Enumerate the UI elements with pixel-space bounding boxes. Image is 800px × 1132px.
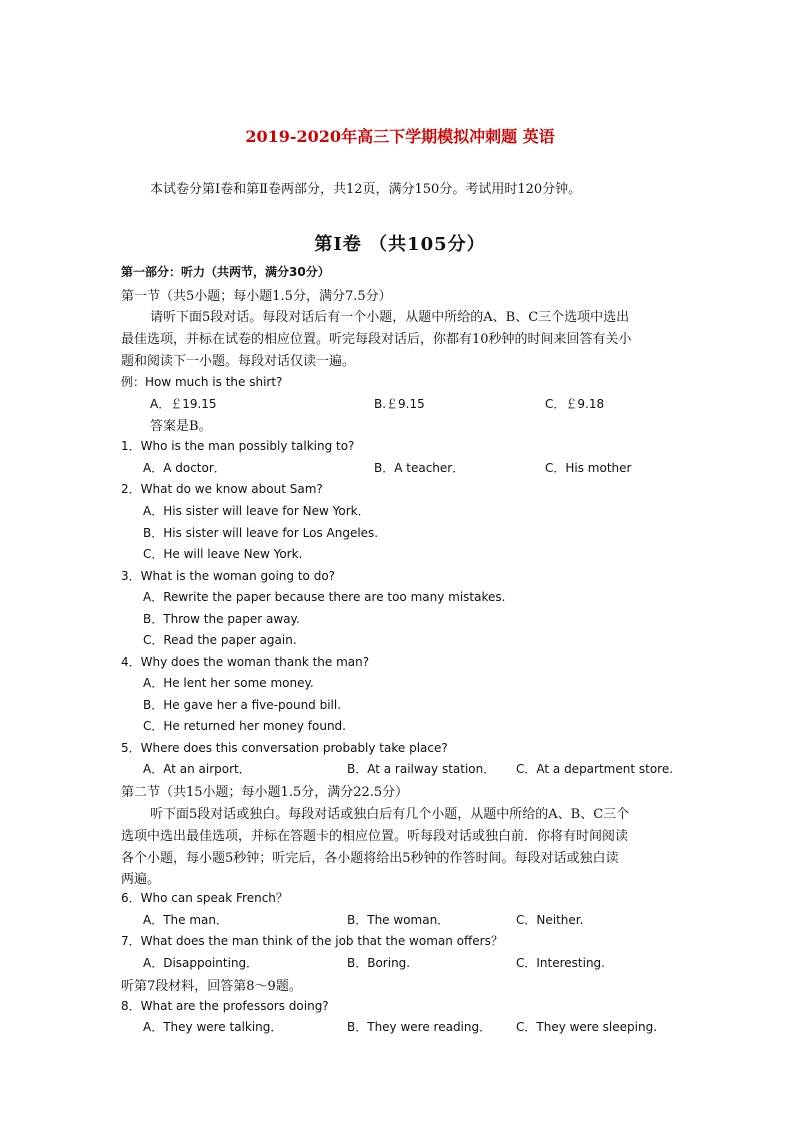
- section2-instructions-line2: 选项中选出最佳选项，并标在答题卡的相应位置。听每段对话或独白前．你将有时间阅读: [121, 829, 629, 844]
- section1-instructions-line3: 题和阅读下一小题。每段对话仅读一遍。: [121, 354, 356, 369]
- q5-option-b: B．At a railway station．: [347, 762, 496, 776]
- example-option-b: B.￡9.15: [374, 397, 425, 411]
- q1-option-a: A．A doctor．: [143, 461, 226, 475]
- q6-option-a: A．The man．: [143, 913, 228, 927]
- q5-option-c: C．At a department store.: [516, 762, 674, 776]
- section2-instructions-line4: 两遍。: [121, 872, 161, 887]
- document-title: 2019-2020年高三下学期模拟冲刺题 英语: [245, 127, 555, 146]
- question-8: 8．What are the professors doing?: [121, 999, 329, 1013]
- exam-intro: 本试卷分第Ⅰ卷和第Ⅱ卷两部分，共12页，满分150分。考试用时120分钟。: [150, 182, 582, 197]
- question-1: 1．Who is the man possibly talking to?: [121, 439, 355, 453]
- example-answer: 答案是B。: [150, 419, 212, 434]
- example-option-c: C．￡9.18: [545, 397, 605, 411]
- part1-heading: 第一部分：听力（共两节，满分30分）: [121, 265, 330, 279]
- q8-option-c: C．They were sleeping.: [516, 1020, 658, 1034]
- q3-option-b: B．Throw the paper away.: [143, 612, 300, 626]
- volume-heading: 第Ⅰ卷 （共105分）: [314, 234, 486, 255]
- section1-instructions-line2: 最佳选项，并标在试卷的相应位置。听完每段对话后，你都有10秒钟的时间来回答有关小: [121, 332, 632, 347]
- question-4: 4．Why does the woman thank the man?: [121, 655, 370, 669]
- q1-option-b: B．A teacher．: [374, 461, 465, 475]
- q4-option-b: B．He gave her a five-pound bill.: [143, 698, 342, 712]
- q7-option-b: B．Boring.: [347, 956, 411, 970]
- question-6: 6．Who can speak French？: [121, 891, 288, 905]
- material-7-note: 听第7段材料，回答第8～9题。: [121, 979, 302, 994]
- q2-option-b: B．His sister will leave for Los Angeles.: [143, 526, 379, 540]
- q3-option-a: A．Rewrite the paper because there are too many mistakes.: [143, 590, 506, 604]
- q4-option-a: A．He lent her some money.: [143, 676, 314, 690]
- section1-heading: 第一节（共5小题；每小题1.5分，满分7.5分）: [121, 289, 392, 304]
- question-5: 5．Where does this conversation probably take place?: [121, 741, 448, 755]
- q4-option-c: C．He returned her money found.: [143, 719, 346, 733]
- example-question: 例：How much is the shirt?: [121, 375, 283, 389]
- q2-option-a: A．His sister will leave for New York．: [143, 504, 370, 518]
- q8-option-b: B．They were reading．: [347, 1020, 492, 1034]
- q5-option-a: A．At an airport．: [143, 762, 251, 776]
- q7-option-a: A．Disappointing．: [143, 956, 259, 970]
- question-2: 2．What do we know about Sam?: [121, 482, 323, 496]
- q3-option-c: C．Read the paper again.: [143, 633, 297, 647]
- q8-option-a: A．They were talking．: [143, 1020, 283, 1034]
- section2-heading: 第二节（共15小题；每小题1.5分，满分22.5分）: [121, 785, 409, 800]
- q1-option-c: C．His mother: [545, 461, 632, 475]
- section1-instructions-line1: 请听下面5段对话。每段对话后有一个小题，从题中所给的A、B、C三个选项中选出: [150, 310, 630, 325]
- question-7: 7．What does the man think of the job that the woman offers？: [121, 934, 503, 948]
- q7-option-c: C．Interesting.: [516, 956, 605, 970]
- q6-option-b: B．The woman．: [347, 913, 450, 927]
- q2-option-c: C．He will leave New York.: [143, 547, 303, 561]
- example-option-a: A．￡19.15: [150, 397, 217, 411]
- section2-instructions-line3: 各个小题，每小题5秒钟；听完后，各小题将给出5秒钟的作答时间。每段对话或独白读: [121, 851, 619, 866]
- section2-instructions-line1: 听下面5段对话或独白。每段对话或独白后有几个小题，从题中所给的A、B、C三个: [150, 807, 630, 822]
- q6-option-c: C．Neither.: [516, 913, 584, 927]
- question-3: 3．What is the woman going to do?: [121, 569, 336, 583]
